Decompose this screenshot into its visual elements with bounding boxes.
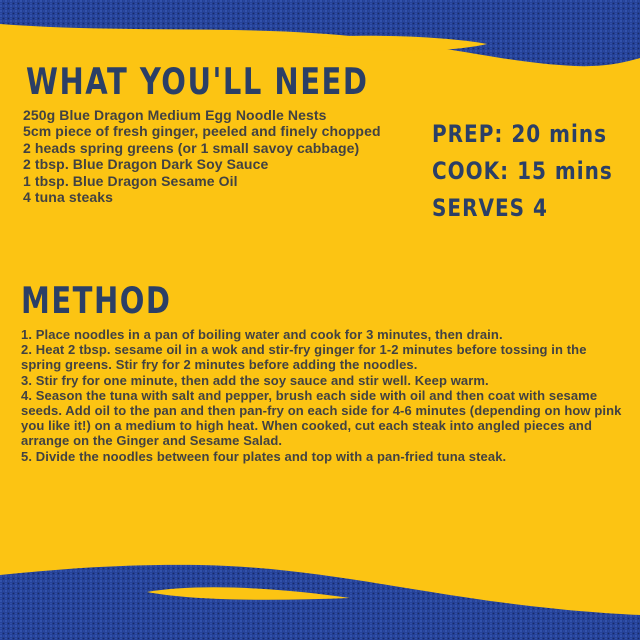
ingredients-section-title: WHAT YOU'LL NEED [26, 60, 369, 103]
method-step: 5. Divide the noodles between four plates and top with a pan-fried tuna steak. [21, 448, 507, 464]
serves-count: SERVES 4 [432, 193, 548, 222]
ingredient-item: 4 tuna steaks [23, 189, 114, 206]
method-step: 2. Heat 2 tbsp. sesame oil in a wok and stir-fry ginger for 1-2 minutes before tossing in the spring greens. Stir fry for 2 minutes before adding the noodles. [21, 342, 587, 373]
ingredients-section-header [26, 60, 369, 103]
bottom-denim-wave [0, 565, 640, 640]
ingredient-item: 250g Blue Dragon Medium Egg Noodle Nests [23, 107, 327, 123]
ingredient-item: 1 tbsp. Blue Dragon Sesame Oil [23, 172, 238, 189]
ingredient-item: 2 tbsp. Blue Dragon Dark Soy Sauce [23, 156, 269, 173]
top-denim-wave [0, 0, 640, 66]
method-section-title: METHOD [21, 279, 172, 322]
ingredients-list [23, 107, 381, 205]
method-step: 1. Place noodles in a pan of boiling water and cook for 3 minutes, then drain. [21, 327, 503, 342]
ingredient-item: 5cm piece of fresh ginger, peeled and finely chopped [23, 123, 381, 140]
ingredient-item: 2 heads spring greens (or 1 small savoy cabbage) [23, 139, 360, 156]
cook-time: COOK: 15 mins [432, 156, 613, 185]
method-step: 4. Season the tuna with salt and pepper, brush each side with oil and then coat with sesame seeds. Add oil to the pan and then pan-fry on each side for 4-6 minutes (depending on how pink you like it!) on a medium to high heat. When cooked, cut each steak into angled pieces and arrange on the Ginger and Sesame Salad. [21, 387, 622, 449]
recipe-info-panel [432, 119, 613, 222]
method-section-header [21, 279, 172, 322]
method-step: 3. Stir fry for one minute, then add the soy sauce and stir well. Keep warm. [21, 372, 489, 388]
method-steps-list [21, 327, 629, 464]
prep-time: PREP: 20 mins [432, 119, 607, 148]
